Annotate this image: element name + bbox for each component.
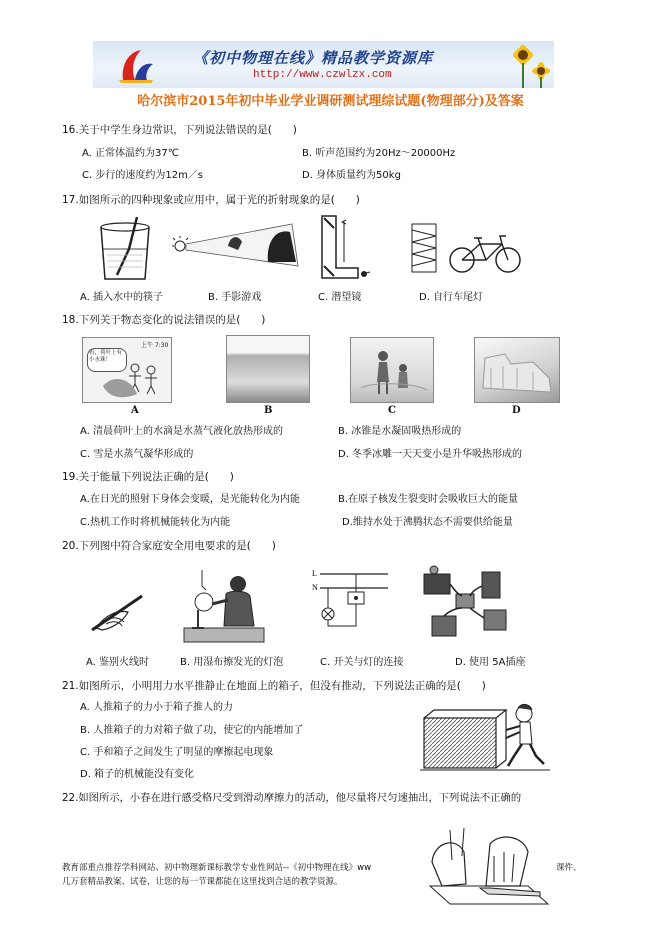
question-17-option-a: A. 插入水中的筷子 (80, 292, 164, 303)
footer-line-1-tail: 课件、 (556, 863, 582, 873)
question-22-stem: 22.如图所示，小春在进行感受格尺受到滑动摩擦力的活动，他尽量将尺匀速抽出，下列说法不正确的 (62, 792, 522, 804)
question-21-stem: 21.如图所示，小明用力水平推静止在地面上的箱子，但没有推动，下列说法正确的是( ) (62, 680, 486, 692)
sunflower-icon (493, 41, 554, 88)
question-21-option-b: B. 人推箱子的力对箱子做了功，使它的内能增加了 (80, 725, 304, 736)
boy-pushing-box-image (420, 700, 550, 772)
question-19-option-d: D.维持水处于沸腾状态不需要供给能量 (342, 517, 513, 528)
question-21-option-d: D. 箱子的机械能没有变化 (80, 769, 195, 780)
time-label: 上午 7:30 (141, 342, 169, 349)
ice-sculpture-image (474, 337, 560, 403)
question-16-option-d: D. 身体质量约为50kg (302, 170, 401, 181)
question-19-option-c: C.热机工作时将机械能转化为内能 (80, 517, 231, 528)
figure-label-c: C (388, 405, 396, 416)
question-20-option-d: D. 使用 5A插座 (455, 657, 526, 668)
question-19-option-a: A.在日光的照射下身体会变暖，是光能转化为内能 (80, 494, 300, 505)
question-20-stem: 20.下列图中符合家庭安全用电要求的是( ) (62, 540, 276, 552)
question-20-option-a: A. 鉴别火线时 (86, 657, 150, 668)
question-18-option-d: D. 冬季冰雕一天天变小是升华吸热形成的 (338, 449, 523, 460)
banner-title: 《初中物理在线》精品教学资源库 (193, 49, 434, 67)
document-title: 哈尔滨市2015年初中毕业学业调研测试理综试题(物理部分)及答案 (137, 94, 524, 109)
question-16-option-b: B. 听声范围约为20Hz～20000Hz (302, 148, 456, 159)
circuit-label-n: N (312, 583, 318, 592)
test-pencil-hand-image (88, 590, 148, 634)
question-19-option-b: B.在原子核发生裂变时会吸收巨大的能量 (338, 494, 519, 505)
header-banner (93, 41, 554, 88)
question-18-option-c: C. 雪是水蒸气凝华形成的 (80, 449, 194, 460)
question-18-option-b: B. 冰锥是水凝固吸热形成的 (338, 426, 462, 437)
wet-cloth-bulb-image (180, 566, 268, 646)
question-16-option-a: A. 正常体温约为37℃ (82, 148, 179, 159)
speech-bubble: 看，荷叶上有小水珠！ (87, 348, 127, 372)
circuit-label-l: L (312, 569, 317, 578)
icicles-image (226, 335, 310, 403)
switch-lamp-circuit-image (310, 566, 390, 642)
question-18-stem: 18.下列关于物态变化的说法错误的是( ) (62, 314, 266, 326)
question-17-option-b: B. 手影游戏 (208, 292, 262, 303)
dew-on-lotus-image (82, 337, 172, 403)
figure-label-a: A (131, 405, 139, 416)
hand-shadow-image (172, 222, 300, 272)
question-16-stem: 16.关于中学生身边常识，下列说法错误的是( ) (62, 124, 297, 136)
bicycle-reflector-image (410, 222, 524, 274)
question-19-stem: 19.关于能量下列说法正确的是( ) (62, 471, 234, 483)
question-17-stem: 17.如图所示的四种现象或应用中，属于光的折射现象的是( ) (62, 194, 360, 206)
question-17-option-c: C. 潜望镜 (318, 292, 362, 303)
figure-label-d: D (512, 405, 521, 416)
logo-icon (115, 46, 155, 84)
footer-line-2: 几万套精品教案、试卷，让您的每一节课都能在这里找到合适的教学资源。 (62, 877, 343, 887)
periscope-image (318, 212, 374, 286)
question-16-option-c: C. 步行的速度约为12m／s (82, 170, 204, 181)
chopsticks-in-water-image (95, 215, 155, 283)
question-21-option-c: C. 手和箱子之间发生了明显的摩擦起电现象 (80, 747, 274, 758)
question-18-option-a: A. 清晨荷叶上的水滴是水蒸气液化放热形成的 (80, 426, 284, 437)
question-17-option-d: D. 自行车尾灯 (419, 292, 484, 303)
overloaded-socket-image (422, 564, 510, 644)
banner-url[interactable]: http://www.czwlzx.com (253, 69, 392, 81)
question-20-option-b: B. 用湿布擦发光的灯泡 (180, 657, 284, 668)
ruler-friction-image (420, 826, 556, 918)
question-20-option-c: C. 开关与灯的连接 (320, 657, 404, 668)
snow-kids-image (350, 337, 434, 403)
question-21-option-a: A. 人推箱子的力小于箱子推人的力 (80, 702, 234, 713)
footer-line-1: 教育部重点推荐学科网站、初中物理新课标教学专业性网站--《初中物理在线》ww (62, 863, 372, 873)
figure-label-b: B (264, 405, 273, 416)
